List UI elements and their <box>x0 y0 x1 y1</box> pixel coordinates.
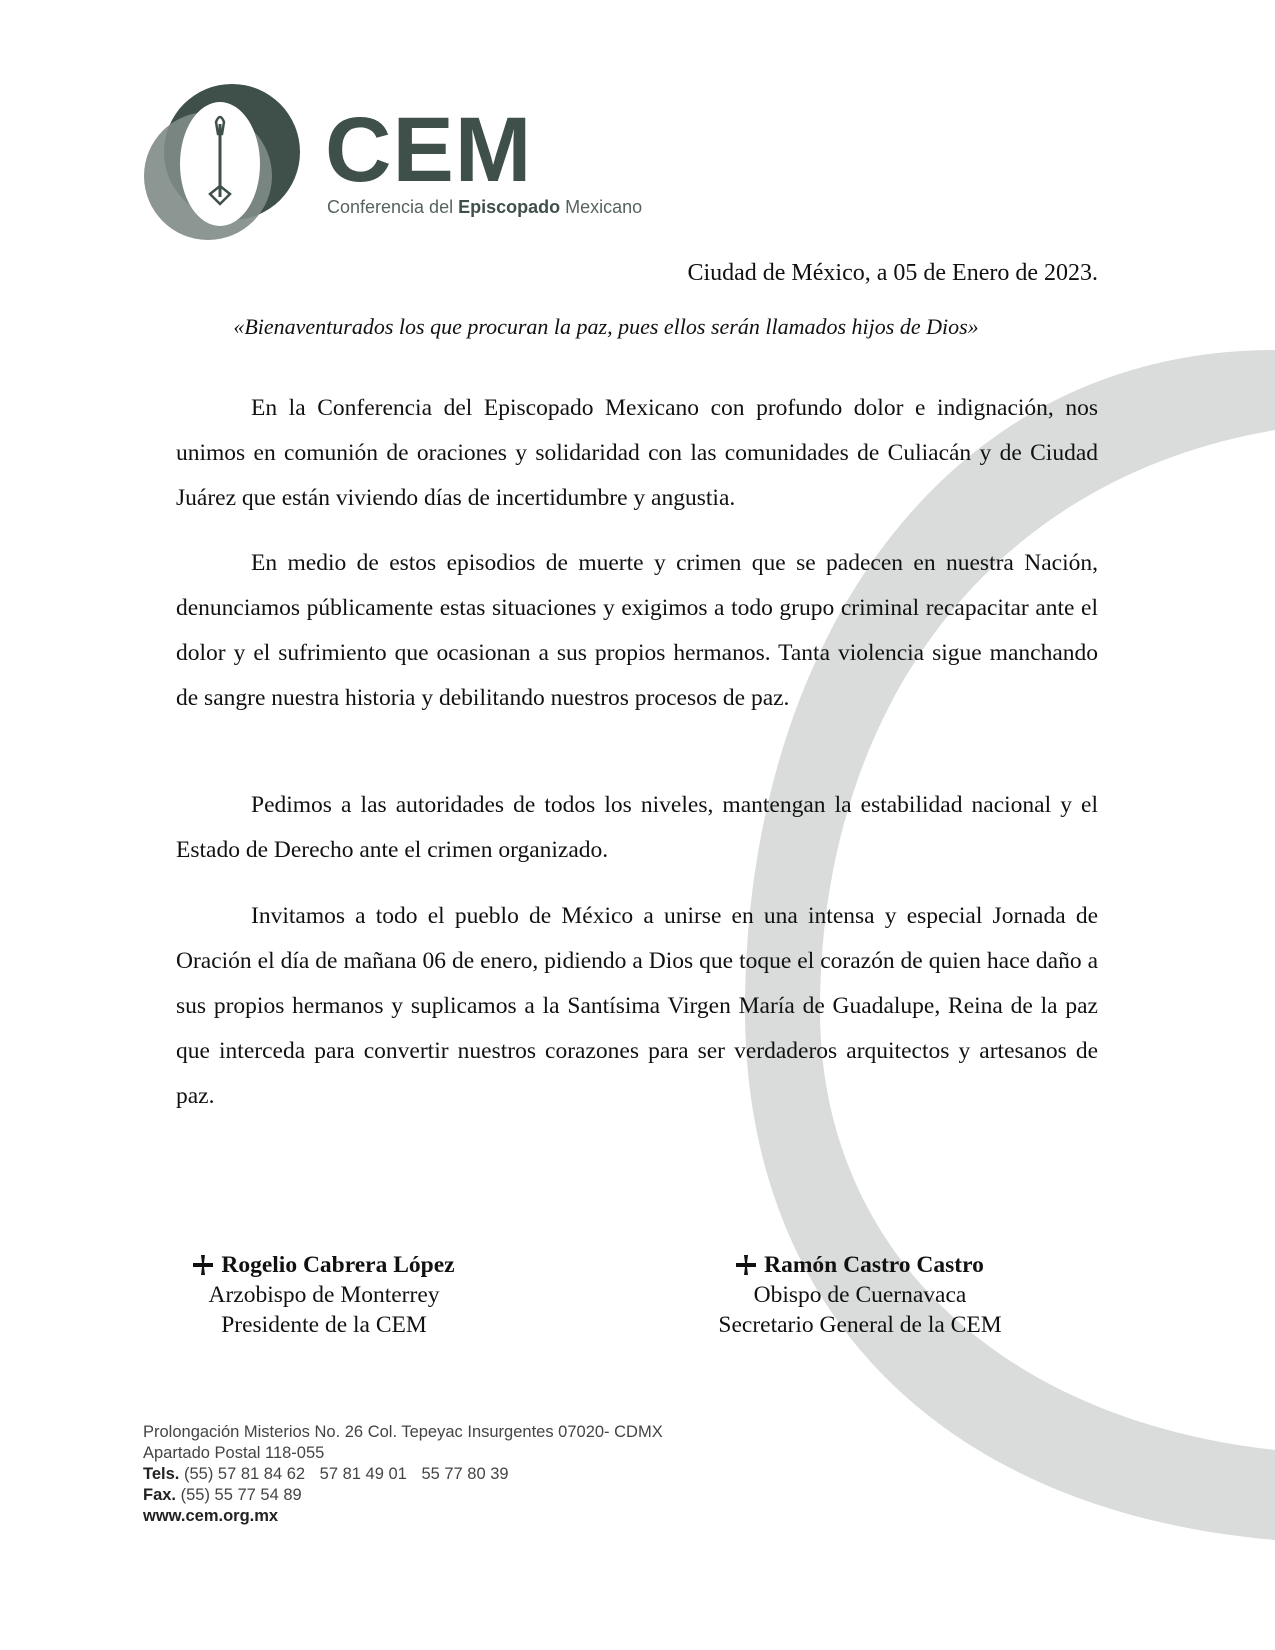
footer-po-box: Apartado Postal 118-055 <box>143 1444 325 1462</box>
signature-block-president <box>174 1250 474 1340</box>
phones-label: Tels. <box>143 1465 180 1483</box>
fax-label: Fax. <box>143 1486 177 1504</box>
footer-website <box>143 1506 663 1527</box>
signatory-name-line <box>700 1250 1020 1280</box>
footer-fax <box>143 1485 663 1506</box>
phone-number: (55) 57 81 84 62 <box>183 1465 306 1483</box>
signatory-name-line <box>174 1250 474 1280</box>
signatory-role: Secretario General de la CEM <box>718 1312 1002 1338</box>
logo-emblem <box>140 82 310 242</box>
logo-acronym: CEM <box>325 99 533 201</box>
logo-name-part1: Conferencia del <box>327 197 459 217</box>
logo-full-name <box>327 196 642 218</box>
signatory-name: Ramón Castro Castro <box>764 1252 984 1278</box>
fax-number: (55) 55 77 54 89 <box>180 1486 302 1504</box>
website-link: www.cem.org.mx <box>143 1507 279 1525</box>
cross-icon <box>736 1255 756 1275</box>
phone-number: 55 77 80 39 <box>421 1465 509 1483</box>
signatory-title: Obispo de Cuernavaca <box>753 1282 967 1308</box>
signatory-role: Presidente de la CEM <box>221 1312 427 1338</box>
signatory-title: Arzobispo de Monterrey <box>208 1282 440 1308</box>
logo-name-part2: Mexicano <box>560 197 643 217</box>
phone-number: 57 81 49 01 <box>319 1465 407 1483</box>
signatory-name: Rogelio Cabrera López <box>221 1252 455 1278</box>
epigraph-quote: «Bienaventurados los que procuran la paz, pues ellos serán llamados hijos de Dios» <box>233 314 979 339</box>
date-line: Ciudad de México, a 05 de Enero de 2023. <box>687 260 1098 286</box>
logo-name-bold: Episcopado <box>458 197 561 217</box>
body-paragraph: En la Conferencia del Episcopado Mexicano con profundo dolor e indignación, nos unimos en comunión de oraciones y solidaridad con las comunidades de Culiacán y de Ciudad Juárez que están viviendo días de incertidumbre y angustia. <box>176 395 1098 511</box>
body-paragraph: Pedimos a las autoridades de todos los niveles, mantengan la estabilidad nacional y el Estado de Derecho ante el crimen organizado. <box>176 792 1098 863</box>
cross-icon <box>193 1255 213 1275</box>
footer-phones <box>143 1464 663 1485</box>
signature-block-secretary <box>700 1250 1020 1340</box>
body-paragraph: Invitamos a todo el pueblo de México a unirse en una intensa y especial Jornada de Oración el día de mañana 06 de enero, pidiendo a Dios que toque el corazón de quien hace daño a sus propios hermanos y suplicamos a la Santísima Virgen María de Guadalupe, Reina de la paz que interceda para convertir nuestros corazones para ser verdaderos arquitectos y artesanos de paz. <box>176 903 1098 1109</box>
footer-address: Prolongación Misterios No. 26 Col. Tepeyac Insurgentes 07020- CDMX <box>143 1423 663 1441</box>
body-paragraph: En medio de estos episodios de muerte y crimen que se padecen en nuestra Nación, denunciamos públicamente estas situaciones y exigimos a todo grupo criminal recapacitar ante el dolor y el sufrimiento que ocasionan a sus propios hermanos. Tanta violencia sigue manchando de sangre nuestra historia y debilitando nuestros procesos de paz. <box>176 550 1098 711</box>
footer-contact <box>143 1422 663 1527</box>
